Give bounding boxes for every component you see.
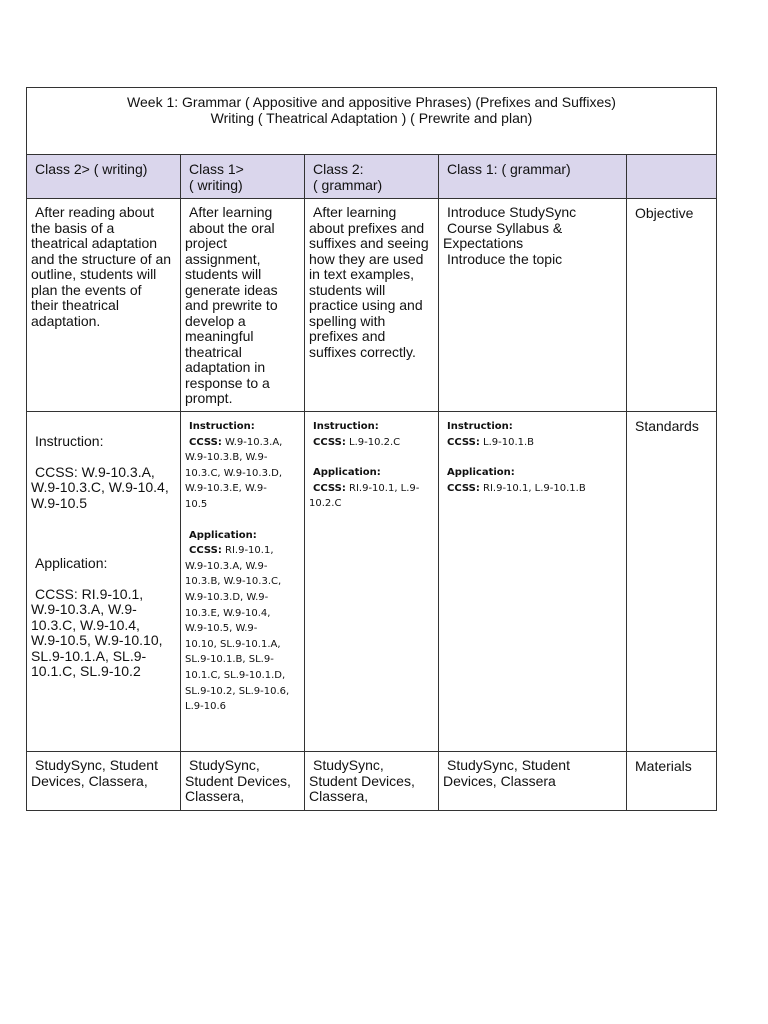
materials-class1-grammar: StudySync, Student Devices, Classera xyxy=(439,752,627,811)
standards-class2-writing: Instruction: CCSS: W.9-10.3.A, W.9-10.3.C, W.9-10.4, W.9-10.5 Application: CCSS: RI.9-10.1, W.9-10.3.A, W.9- 10.3.C, W.9-10.4, W.9-10.5, W.9-10.10, SL.9-10.1.A, SL.9- 10.1.C, SL.9-10.2 xyxy=(27,412,181,752)
objective-class2-grammar: After learning about prefixes and suffixes and seeing how they are used in text examples, students will practice using and spelling with prefixes and suffixes correctly. xyxy=(305,199,439,412)
standards-class1-grammar: Instruction: CCSS: L.9-10.1.B Application: CCSS: RI.9-10.1, L.9-10.1.B xyxy=(439,412,627,752)
objective-row xyxy=(27,199,717,412)
instruction-label: Instruction: xyxy=(189,421,255,432)
objective-class2-writing: After reading about the basis of a theatrical adaptation and the structure of an outline, students will plan the events of their theatrical adaptation. xyxy=(27,199,181,412)
materials-row xyxy=(27,752,717,811)
standards-row xyxy=(27,412,717,752)
materials-label-cell xyxy=(627,752,717,811)
title-line-1: Week 1: Grammar ( Appositive and appositive Phrases) (Prefixes and Suffixes) xyxy=(127,94,616,110)
header-class2-grammar: Class 2: ( grammar) xyxy=(305,155,439,199)
application-label: Application: xyxy=(189,529,257,541)
week-title xyxy=(27,88,717,155)
objective-class1-writing: After learning about the oral project assignment, students will generate ideas and prewrite to develop a meaningful theatrical adaptation in response to a prompt. xyxy=(181,199,305,412)
application-label: Application: xyxy=(35,555,108,571)
materials-class1-writing: StudySync, Student Devices, Classera, xyxy=(181,752,305,811)
materials-label: Materials xyxy=(635,758,692,774)
instruction-label: Instruction: xyxy=(35,433,104,449)
title-row xyxy=(27,88,717,155)
objective-label: Objective xyxy=(635,205,694,221)
objective-class1-grammar: Introduce StudySync Course Syllabus & Expectations Introduce the topic xyxy=(439,199,627,412)
standards-label-cell xyxy=(627,412,717,752)
header-empty xyxy=(627,155,717,199)
header-row xyxy=(27,155,717,199)
objective-label-cell xyxy=(627,199,717,412)
standards-class1-writing: Instruction: CCSS: W.9-10.3.A, W.9-10.3.B, W.9- 10.3.C, W.9-10.3.D, W.9-10.3.E, W.9- 10.5 Application: CCSS: RI.9-10.1, W.9-10.3.A, W.9- 10.3.B, W.9-10.3.C, W.9-10.3.D, W.9- 10.3.E, W.9-10.4, W.9-10.5, W.9- 10.10, SL.9-10.1.A, SL.9-10.1.B, SL.9- 10.1.C, SL.9-10.1.D, SL.9-10.2, SL.9-10.6, L.9-10.6 xyxy=(181,412,305,752)
header-class1-grammar: Class 1: ( grammar) xyxy=(439,155,627,199)
application-label: Application: xyxy=(313,467,381,479)
instruction-label: Instruction: xyxy=(313,421,379,432)
standards-label: Standards xyxy=(635,418,699,434)
materials-class2-writing: StudySync, Student Devices, Classera, xyxy=(27,752,181,811)
title-line-2: Writing ( Theatrical Adaptation ) ( Prewrite and plan) xyxy=(210,110,533,126)
standards-class2-grammar: Instruction: CCSS: L.9-10.2.C Application: CCSS: RI.9-10.1, L.9- 10.2.C xyxy=(305,412,439,752)
materials-class2-grammar: StudySync, Student Devices, Classera, xyxy=(305,752,439,811)
header-class1-writing: Class 1> ( writing) xyxy=(181,155,305,199)
instruction-label: Instruction: xyxy=(447,421,513,432)
application-label: Application: xyxy=(447,467,515,479)
lesson-plan-table xyxy=(26,87,717,811)
header-class2-writing: Class 2> ( writing) xyxy=(27,155,181,199)
